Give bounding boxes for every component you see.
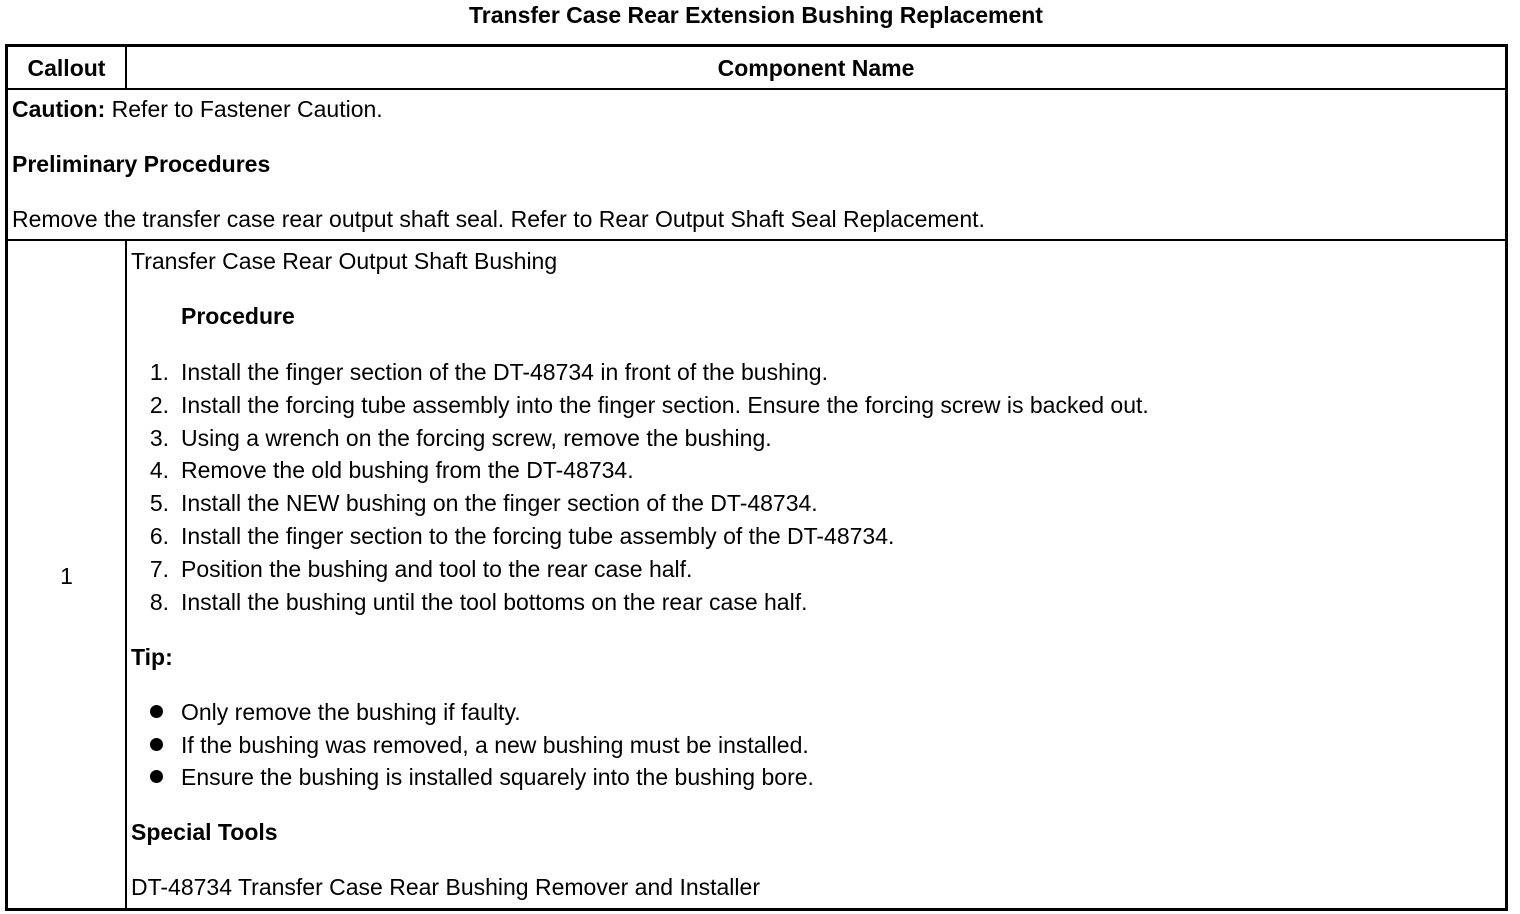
header-column-divider bbox=[125, 47, 127, 90]
step-number: 1. bbox=[149, 359, 169, 385]
step-text: Install the finger section of the DT-48734 in front of the bushing. bbox=[181, 359, 828, 385]
tip-text: Only remove the bushing if faulty. bbox=[181, 699, 521, 725]
step-number: 7. bbox=[149, 556, 169, 582]
step-text: Remove the old bushing from the DT-48734. bbox=[181, 457, 634, 483]
bullet-icon bbox=[150, 738, 163, 751]
step-text: Install the bushing until the tool bottoms on the rear case half. bbox=[181, 589, 808, 615]
step-number: 2. bbox=[149, 392, 169, 418]
callout-number: 1 bbox=[60, 563, 73, 589]
step-text: Position the bushing and tool to the rear case half. bbox=[181, 556, 693, 582]
bullet-icon bbox=[150, 770, 163, 783]
preliminary-procedures-text: Remove the transfer case rear output shaft seal. Refer to Rear Output Shaft Seal Replacement. bbox=[12, 206, 985, 232]
page-title: Transfer Case Rear Extension Bushing Replacement bbox=[469, 2, 1043, 28]
preliminary-procedures-heading: Preliminary Procedures bbox=[12, 151, 271, 177]
procedure-heading: Procedure bbox=[181, 303, 295, 329]
step-text: Install the forcing tube assembly into the finger section. Ensure the forcing screw is backed out. bbox=[181, 392, 1149, 418]
callout-header: Callout bbox=[27, 55, 106, 81]
step-number: 6. bbox=[149, 523, 169, 549]
step-number: 3. bbox=[149, 425, 169, 451]
preamble-divider bbox=[8, 239, 1505, 241]
caution-note bbox=[12, 95, 383, 123]
caution-text: Refer to Fastener Caution. bbox=[105, 96, 383, 122]
caution-label: Caution: bbox=[12, 96, 106, 122]
step-number: 8. bbox=[149, 589, 169, 615]
component-name: Transfer Case Rear Output Shaft Bushing bbox=[131, 248, 558, 274]
special-tools-text: DT-48734 Transfer Case Rear Bushing Remover and Installer bbox=[131, 874, 760, 900]
header-divider bbox=[8, 88, 1505, 90]
step-number: 5. bbox=[149, 490, 169, 516]
bullet-icon bbox=[150, 705, 163, 718]
procedure-table bbox=[5, 44, 1508, 911]
tip-text: If the bushing was removed, a new bushing must be installed. bbox=[181, 732, 809, 758]
special-tools-heading: Special Tools bbox=[131, 819, 278, 845]
tip-heading: Tip: bbox=[131, 644, 173, 670]
step-text: Install the finger section to the forcing tube assembly of the DT-48734. bbox=[181, 523, 895, 549]
step-text: Using a wrench on the forcing screw, remove the bushing. bbox=[181, 425, 772, 451]
component-name-header: Component Name bbox=[717, 55, 915, 81]
step-text: Install the NEW bushing on the finger section of the DT-48734. bbox=[181, 490, 818, 516]
tip-text: Ensure the bushing is installed squarely into the bushing bore. bbox=[181, 764, 814, 790]
step-number: 4. bbox=[149, 457, 169, 483]
body-column-divider bbox=[125, 241, 127, 908]
